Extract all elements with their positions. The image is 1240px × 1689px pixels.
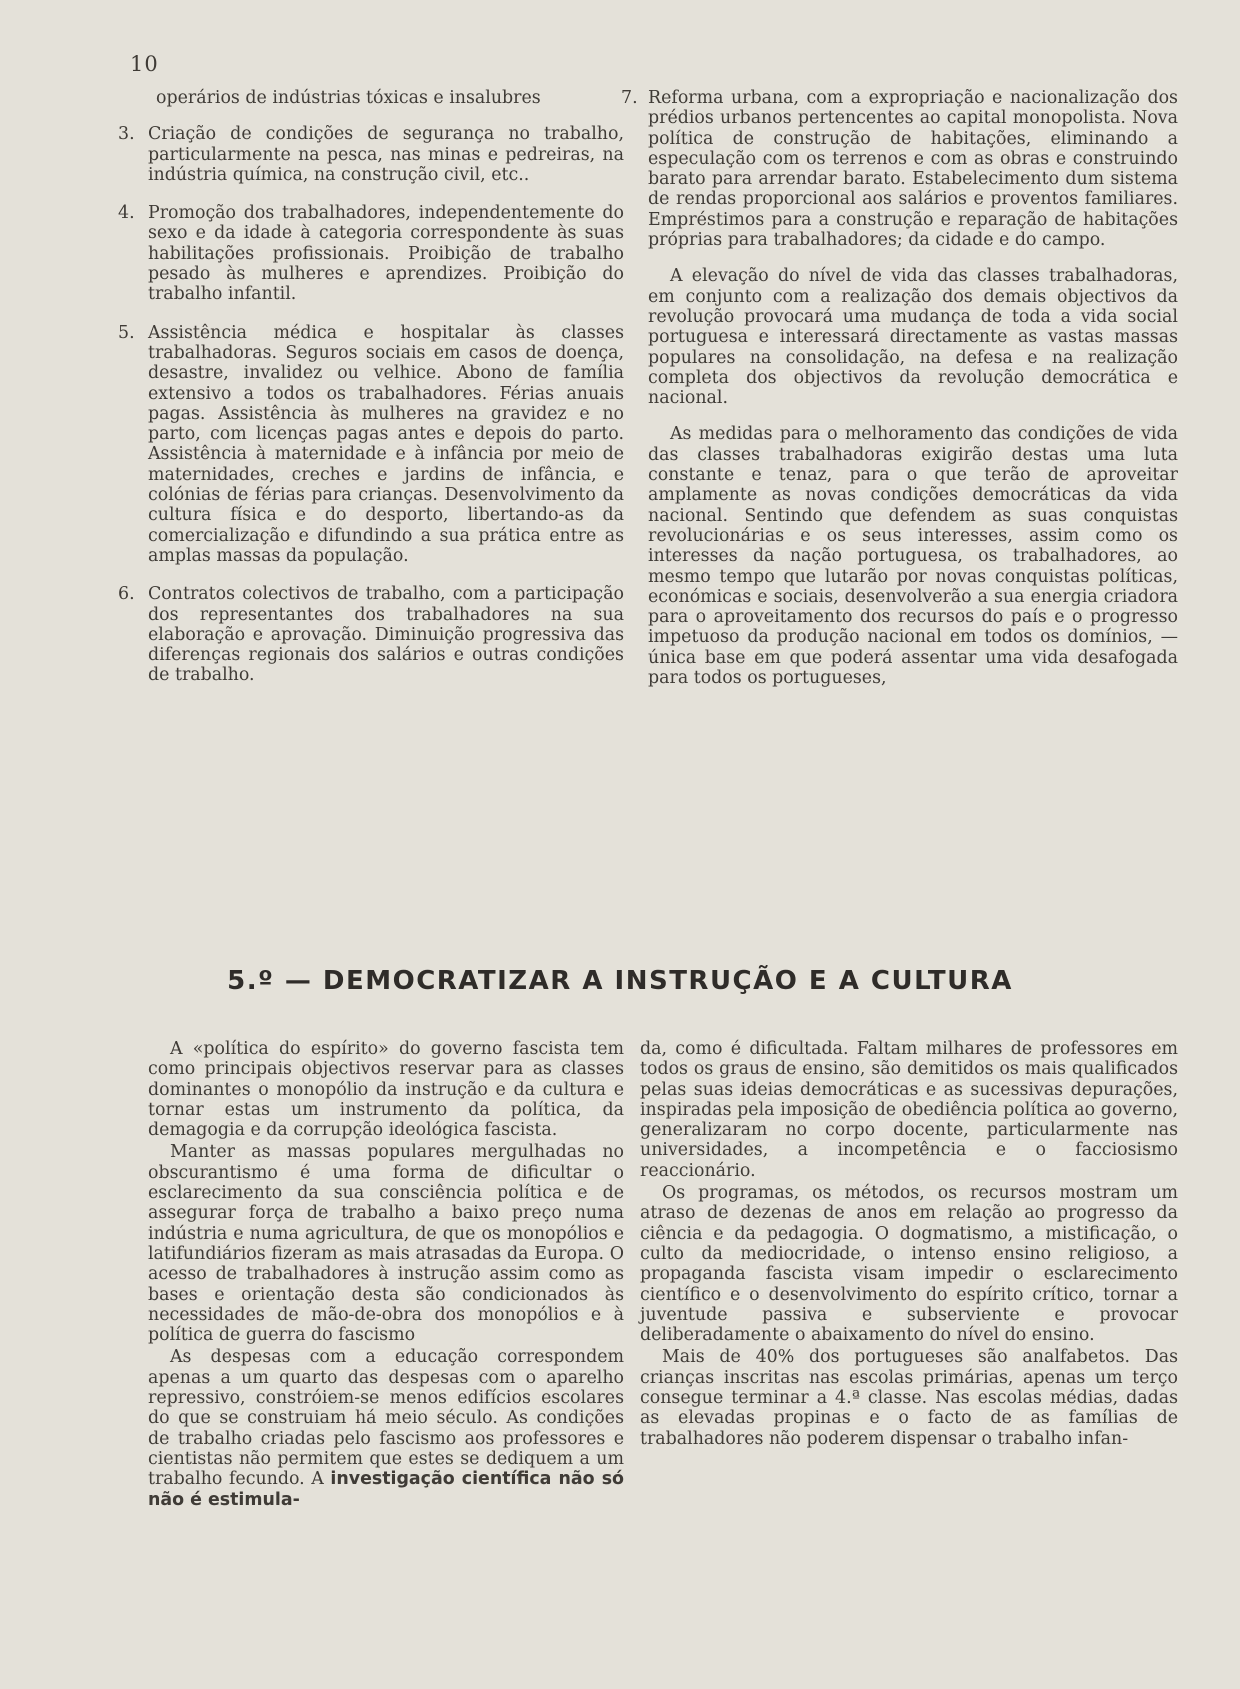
paragraph: Mais de 40% dos portugueses são analfabetos. Das crianças inscritas nas escolas primárias, apenas um terço consegue terminar a 4.ª classe. Nas escolas médias, dadas as elevadas propinas e o facto de as famílias de trabalhadores não poderem dispensar o trabalho infan- bbox=[640, 1347, 1178, 1449]
item-text: Reforma urbana, com a expropriação e nacionalização dos prédios urbanos pertencentes ao capital monopolista. Nova política de construção de habitações, eliminando a especulação com os terrenos e com as obras e construindo barato para arrendar barato. Estabelecimento dum sistema de rendas proporcional aos salários e proventos familiares. Empréstimos para a construção e reparação de habitações próprias para trabalhadores; da cidade e do campo. bbox=[648, 88, 1178, 251]
paragraph-text: As despesas com a educação correspondem apenas a um quarto das despesas com o aparelho repressivo, constróiem-se menos edifícios escolares do que se construiam há meio século. As condições de trabalho criadas pelo fascismo aos professores e cientistas não permitem que estes se dediquem a um trabalho fecundo. A bbox=[148, 1347, 624, 1490]
list-item bbox=[118, 322, 624, 567]
paragraph: A elevação do nível de vida das classes trabalhadoras, em conjunto com a realização dos demais objectivos da revolução provocará uma mudança de toda a vida social portuguesa e interessará directamente as vastas massas populares na consolidação, na defesa e na realização completa dos objectivos da revolução democrática e nacional. bbox=[648, 266, 1178, 409]
paragraph: As medidas para o melhoramento das condições de vida das classes trabalhadoras exigirão destas uma luta constante e tenaz, para o que terão de aproveitar amplamente as novas condições democráticas da vida nacional. Sentindo que defendem as suas conquistas revolucionárias e os seus interesses, assim como os interesses da nação portuguesa, os trabalhadores, ao mesmo tempo que lutarão por novas conquistas políticas, económicas e sociais, desenvolverão a sua energia criadora para o aproveitamento dos recursos do país e o progresso impetuoso da produção nacional em todos os domínios, — única base em que poderá assentar uma vida desafogada para todos os portugueses, bbox=[648, 424, 1178, 689]
list-item bbox=[118, 584, 624, 686]
section-heading: 5.º — DEMOCRATIZAR A INSTRUÇÃO E A CULTURA bbox=[227, 966, 1013, 996]
item-number: 6. bbox=[118, 584, 135, 605]
paragraph bbox=[148, 1347, 624, 1509]
list-item bbox=[118, 124, 624, 185]
bottom-right-column bbox=[640, 1039, 1178, 1451]
paragraph: Os programas, os métodos, os recursos mostram um atraso de dezenas de anos em relação ao progresso da ciência e da pedagogia. O dogmatismo, a mistificação, o culto da mediocridade, o intenso ensino religioso, a propaganda fascista visam impedir o esclarecimento científico e o desenvolvimento do espírito crítico, tornar a juventude passiva e subserviente e provocar deliberadamente o abaixamento do nível do ensino. bbox=[640, 1183, 1178, 1346]
paragraph: Manter as massas populares mergulhadas no obscurantismo é uma forma de dificultar o esclarecimento da sua consciência política e de assegurar força de trabalho a baixo preço numa indústria e numa agricultura, de que os monopólios e latifundiários fizeram as mais atrasadas da Europa. O acesso de trabalhadores à instrução assim como as bases e orientação desta são condicionados às necessidades de mão-de-obra dos monopólios e à política de guerra do fascismo bbox=[148, 1142, 624, 1346]
continued-line: operários de indústrias tóxicas e insalubres bbox=[156, 88, 541, 108]
item-text: Contratos colectivos de trabalho, com a participação dos representantes dos trabalhadores na sua elaboração e aprovação. Diminuição progressiva das diferenças regionais dos salários e outras condições de trabalho. bbox=[148, 584, 624, 686]
bottom-left-column bbox=[148, 1039, 624, 1512]
item-number: 7. bbox=[621, 88, 638, 108]
top-left-column bbox=[118, 88, 624, 704]
list-item bbox=[621, 88, 1178, 251]
item-text: Assistência médica e hospitalar às classes trabalhadoras. Seguros sociais em casos de doença, desastre, invalidez ou velhice. Abono de família extensivo a todos os trabalhadores. Férias anuais pagas. Assistência às mulheres na gravidez e no parto, com licenças pagas antes e depois do parto. Assistência à maternidade e à infância por meio de maternidades, creches e jardins de infância, e colónias de férias para crianças. Desenvolvimento da cultura física e do desporto, libertando-as da comercialização e difundindo a sua prática entre as amplas massas da população. bbox=[148, 322, 624, 566]
page-number: 10 bbox=[130, 52, 159, 76]
item-text: Promoção dos trabalhadores, independentemente do sexo e da idade à categoria correspondente às suas habilitações profissionais. Proibição de trabalho pesado às mulheres e aprendizes. Proibição do trabalho infantil. bbox=[148, 203, 624, 305]
top-right-column bbox=[621, 88, 1178, 704]
paragraph: da, como é dificultada. Faltam milhares de professores em todos os graus de ensino, são demitidos os mais qualificados pelas suas ideias democráticas e as sucessivas depurações, inspiradas pela imposição de obediência política ao governo, generalizaram no corpo docente, particularmente nas universidades, a incompetência e o facciosismo reaccionário. bbox=[640, 1039, 1178, 1181]
list-item bbox=[118, 203, 624, 305]
item-number: 3. bbox=[118, 124, 135, 145]
item-number: 5. bbox=[118, 322, 135, 343]
item-text: Criação de condições de segurança no trabalho, particularmente na pesca, nas minas e pedreiras, na indústria química, na construção civil, etc.. bbox=[148, 124, 624, 185]
continued-bold-line: investigação científica não só não é estimula- bbox=[148, 1469, 624, 1510]
paragraph: A «política do espírito» do governo fascista tem como principais objectivos reservar para as classes dominantes o monopólio da instrução e da cultura e tornar estas um instrumento da política, da demagogia e da corrupção ideológica fascista. bbox=[148, 1039, 624, 1141]
item-number: 4. bbox=[118, 203, 135, 224]
